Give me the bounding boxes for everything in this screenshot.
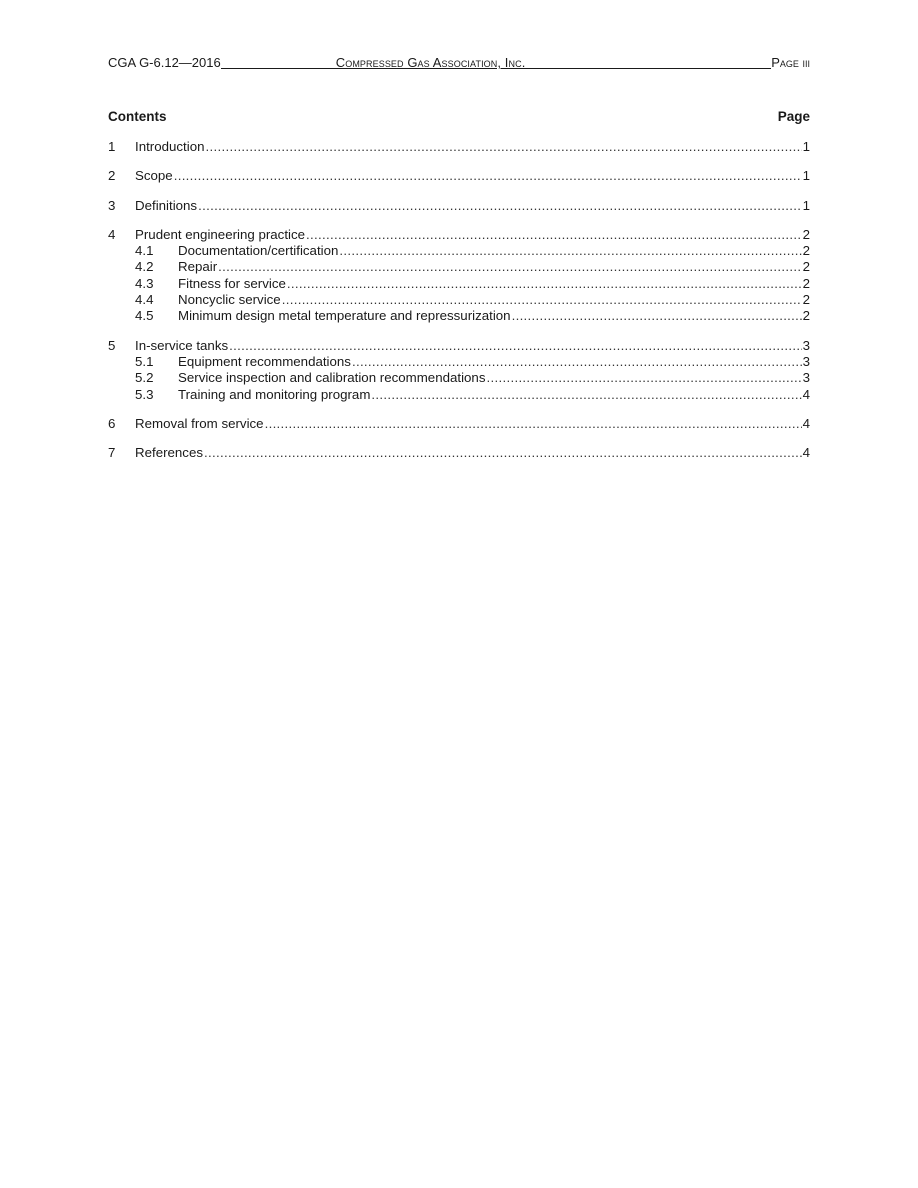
toc-subentry[interactable]: [108, 259, 810, 275]
toc-entry-title: Removal from service: [135, 415, 264, 431]
toc-entry-number: 5: [108, 337, 116, 353]
toc-subentry-page: 3: [802, 353, 810, 369]
toc-leader-dots: [204, 445, 802, 461]
toc-entry[interactable]: [108, 198, 810, 214]
toc-subentry-page: 2: [802, 292, 810, 308]
toc-heading-row: [108, 108, 810, 126]
toc-entry-page: 1: [802, 139, 810, 154]
toc-subentry[interactable]: [108, 370, 810, 386]
toc-leader-dots: [287, 276, 802, 292]
toc-leader-dots: [371, 387, 801, 403]
toc-subentry-number: 4.4: [135, 292, 154, 308]
toc-entry-title: Prudent engineering practice: [135, 226, 306, 242]
toc-entry-page: 1: [802, 197, 810, 213]
toc-subentry-title: Training and monitoring program: [178, 386, 371, 402]
toc-section: [108, 227, 810, 325]
toc-entry[interactable]: [108, 227, 810, 243]
toc-subentry-page: 4: [802, 386, 810, 402]
toc-leader-dots: [265, 416, 802, 432]
toc-subentry-number: 5.3: [135, 386, 154, 402]
toc-entry[interactable]: [108, 445, 810, 461]
toc-subentry-page: 2: [802, 275, 810, 291]
toc-entry-page: 1: [802, 168, 810, 184]
toc-entry-title: Definitions: [135, 197, 198, 213]
toc-entry-title: References: [135, 445, 203, 461]
toc-section: [108, 416, 810, 432]
toc-section: [108, 338, 810, 403]
toc-subentry[interactable]: [108, 276, 810, 292]
toc-entry-number: 6: [108, 415, 116, 431]
toc-subentry-title: Repair: [178, 259, 218, 275]
toc-entry[interactable]: [108, 139, 810, 155]
header-publisher: Compressed Gas Association, Inc.: [335, 55, 526, 70]
toc-subentry-title: Equipment recommendations: [178, 353, 351, 369]
toc-leader-dots: [282, 292, 802, 308]
header-rule: [221, 68, 336, 69]
toc-subentry-title: Minimum design metal temperature and repressurization: [178, 308, 511, 324]
toc-leader-dots: [174, 168, 802, 184]
toc-entry[interactable]: [108, 416, 810, 432]
toc-entry-page: 2: [802, 226, 810, 242]
toc-heading: Contents: [108, 109, 167, 124]
toc-subentry-number: 5.2: [135, 370, 154, 386]
toc-subentry[interactable]: [108, 308, 810, 324]
toc-leader-dots: [229, 338, 801, 354]
toc-subentry-page: 2: [802, 243, 810, 259]
toc-entry-number: 1: [108, 139, 116, 154]
table-of-contents: [108, 108, 810, 474]
toc-leader-dots: [205, 139, 801, 155]
toc-entry-title: Scope: [135, 168, 173, 184]
header-page-number: Page iii: [771, 55, 810, 70]
toc-subentry-number: 5.1: [135, 353, 154, 369]
toc-entry-page: 3: [802, 337, 810, 353]
toc-subentry-number: 4.5: [135, 308, 154, 324]
header-document-id: CGA G-6.12—2016: [108, 55, 221, 70]
toc-entry-number: 4: [108, 226, 116, 242]
toc-entry[interactable]: [108, 338, 810, 354]
toc-entry-number: 3: [108, 197, 116, 213]
toc-entry-title: In-service tanks: [135, 337, 229, 353]
toc-entry-title: Introduction: [135, 139, 205, 154]
toc-leader-dots: [486, 370, 801, 386]
toc-subentry-title: Documentation/certification: [178, 243, 339, 259]
toc-leader-dots: [339, 243, 801, 259]
toc-subentry-page: 2: [802, 259, 810, 275]
page-header: [108, 55, 810, 70]
toc-subentry-number: 4.2: [135, 259, 154, 275]
toc-subentry-number: 4.3: [135, 275, 154, 291]
toc-subentry-page: 3: [802, 370, 810, 386]
toc-leader-dots: [512, 308, 802, 324]
toc-subentry-title: Noncyclic service: [178, 292, 281, 308]
toc-subentry-title: Fitness for service: [178, 275, 286, 291]
toc-entry-number: 2: [108, 168, 116, 184]
toc-leader-dots: [218, 259, 801, 275]
toc-leader-dots: [306, 227, 802, 243]
toc-entry-page: 4: [802, 445, 810, 461]
toc-section: [108, 198, 810, 214]
toc-leader-dots: [352, 354, 802, 370]
toc-page-heading: Page: [777, 109, 810, 124]
header-rule: [525, 68, 771, 69]
toc-subentry[interactable]: [108, 387, 810, 403]
toc-section: [108, 445, 810, 461]
toc-entry-number: 7: [108, 445, 116, 461]
toc-subentry-number: 4.1: [135, 243, 154, 259]
toc-subentry-title: Service inspection and calibration recommendations: [178, 370, 486, 386]
toc-entry[interactable]: [108, 168, 810, 184]
toc-leader-dots: [198, 198, 802, 214]
toc-subentry-page: 2: [802, 308, 810, 324]
toc-subentry[interactable]: [108, 354, 810, 370]
toc-section: [108, 168, 810, 184]
toc-entry-page: 4: [802, 415, 810, 431]
toc-entries: [108, 139, 810, 461]
toc-section: [108, 139, 810, 155]
toc-subentry[interactable]: [108, 292, 810, 308]
toc-subentry[interactable]: [108, 243, 810, 259]
